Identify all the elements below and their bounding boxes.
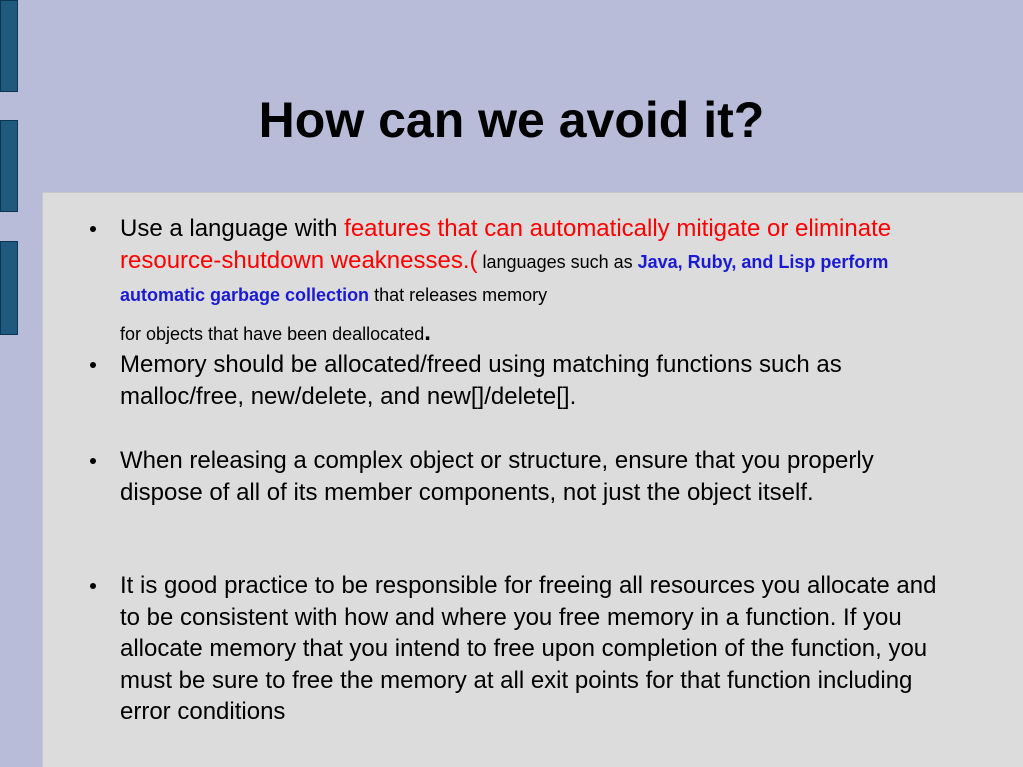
bullet-dot-icon <box>90 226 96 232</box>
highlight-text-blue: Java, Ruby, and Lisp perform automatic garbage collection <box>120 251 889 305</box>
bullet-text-small: that releases memory <box>369 285 548 305</box>
bullet-text: It is good practice to be responsible for freeing all resources you allocate and to be consistent with how and where you free memory in a function. If you allocate memory that you intend to free upon completion of the function, you must be sure to free the memory at all exit points for that function including error conditions <box>120 572 937 725</box>
bullet-item-complex-objects <box>120 445 950 508</box>
bullet-item-language-features <box>120 213 950 348</box>
content-panel <box>42 192 1023 767</box>
bullet-text-small: for objects that have been deallocated <box>120 323 425 344</box>
side-decoration-bar-bottom <box>0 241 18 335</box>
bullet-text: When releasing a complex object or structure, ensure that you properly dispose of all of its member components, not just the object itself. <box>120 447 874 506</box>
bullet-text: Memory should be allocated/freed using matching functions such as malloc/free, new/delete, and new[]/delete[]. <box>120 351 842 410</box>
slide-title: How can we avoid it? <box>258 92 765 148</box>
bullet-item-good-practice <box>120 570 950 728</box>
bullet-dot-icon <box>90 458 96 464</box>
bullet-text-small: languages such as <box>477 251 638 272</box>
bullet-text-period: . <box>424 318 431 346</box>
bullet-item-matching-functions <box>120 349 950 412</box>
bullet-dot-icon <box>90 583 96 589</box>
side-decoration-bar-top <box>0 0 18 92</box>
bullet-dot-icon <box>90 362 96 368</box>
highlight-text-red: features that can automatically mitigate or eliminate resource-shutdown weaknesses.( <box>120 215 892 274</box>
bullet-text: Use a language with <box>120 215 345 242</box>
